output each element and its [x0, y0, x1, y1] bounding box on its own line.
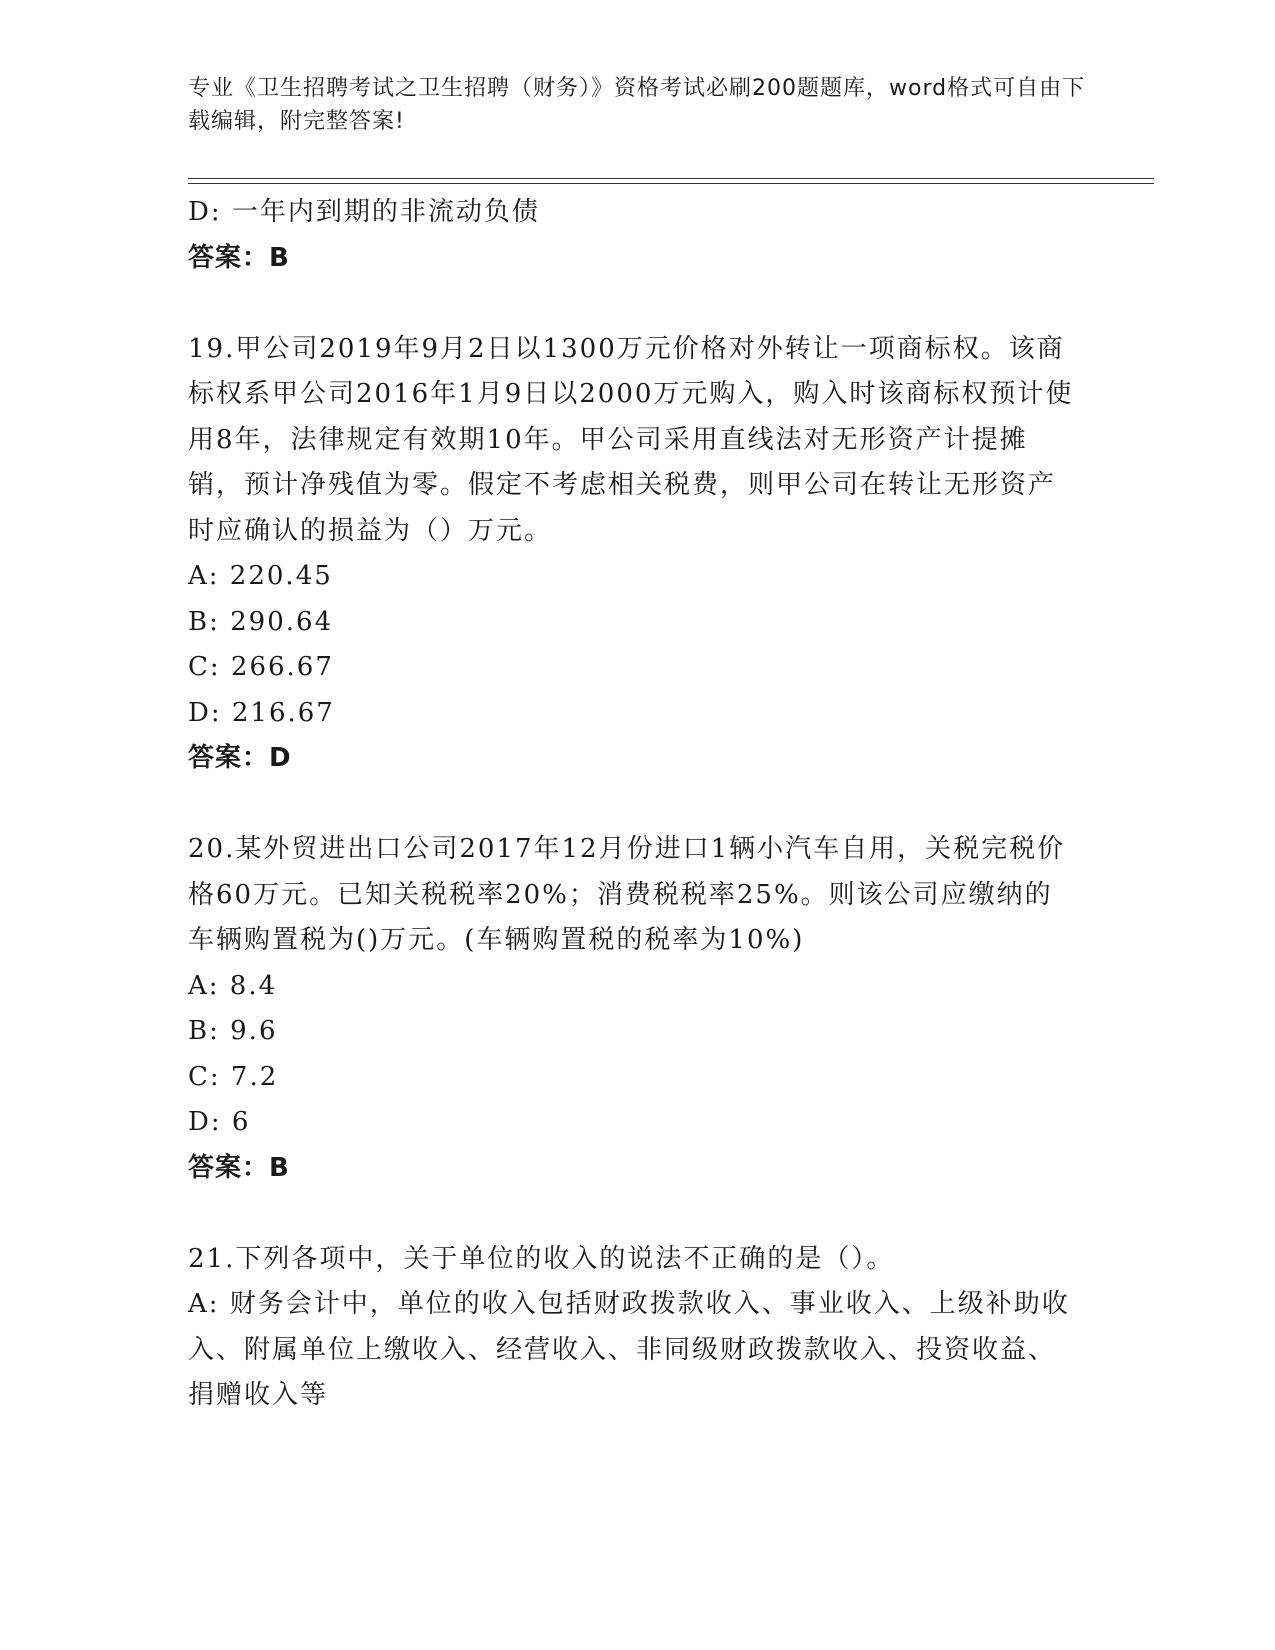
- question-21: [188, 1237, 1078, 1419]
- question-20: [188, 827, 1078, 1191]
- answer-line: 答案：D: [188, 743, 292, 773]
- option-c: C: 266.67: [188, 652, 334, 682]
- option-d: D: 6: [188, 1107, 251, 1137]
- spacer: [188, 1191, 1078, 1237]
- spacer: [188, 281, 1078, 327]
- option-a: A: 财务会计中，单位的收入包括财政拨款收入、事业收入、上级补助收入、附属单位上缴收入、经营收入、非同级财政拨款收入、投资收益、捐赠收入等: [188, 1289, 1070, 1410]
- option-b: B: 290.64: [188, 606, 334, 637]
- option-a: A: 220.45: [188, 561, 333, 591]
- answer-line: 答案：B: [188, 1152, 290, 1183]
- option-c: C: 7.2: [188, 1061, 279, 1092]
- option-d: D: 216.67: [188, 697, 335, 728]
- header-divider-top: [188, 178, 1154, 179]
- option-b: B: 9.6: [188, 1016, 278, 1046]
- header-divider-bottom: [188, 183, 1154, 184]
- question-stem: 19.甲公司2019年9月2日以1300万元价格对外转让一项商标权。该商标权系甲公司2016年1月9日以2000万元购入，购入时该商标权预计使用8年，法律规定有效期10年。甲公司采用直线法对无形资产计提摊销，预计净残值为零。假定不考虑相关税费，则甲公司在转让无形资产时应确认的损益为（）万元。: [188, 333, 1074, 546]
- question-stem: 20.某外贸进出口公司2017年12月份进口1辆小汽车自用，关税完税价格60万元。已知关税税率20%；消费税税率25%。则该公司应缴纳的车辆购置税为()万元。(车辆购置税的税率为10%): [188, 834, 1066, 955]
- document-header: 专业《卫生招聘考试之卫生招聘（财务）》资格考试必刷200题题库，word格式可自由下载编辑，附完整答案!: [188, 76, 1086, 134]
- question-19: [188, 327, 1078, 782]
- question-stem: 21.下列各项中，关于单位的收入的说法不正确的是（）。: [188, 1243, 895, 1274]
- option-a: A: 8.4: [188, 970, 278, 1001]
- document-body: [188, 190, 1078, 1419]
- spacer: [188, 782, 1078, 828]
- option-d: D: 一年内到期的非流动负债: [188, 197, 540, 227]
- answer-line: 答案：B: [188, 242, 290, 273]
